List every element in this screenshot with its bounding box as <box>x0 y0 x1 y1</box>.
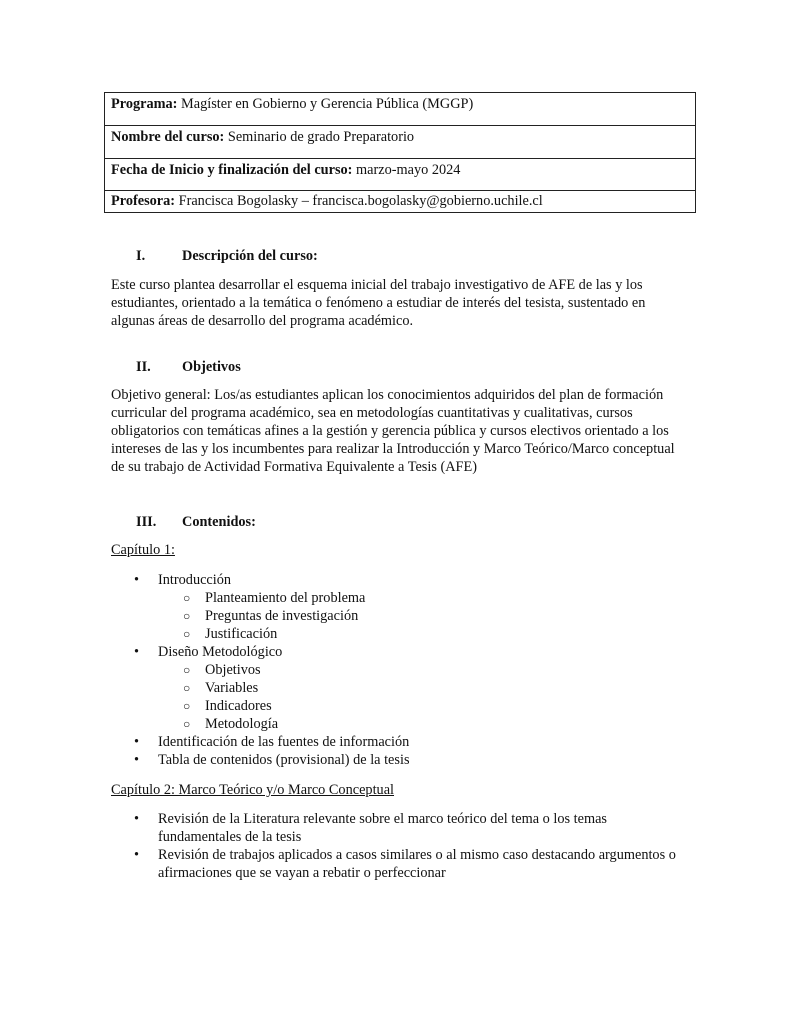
section-heading-objetivos <box>136 358 241 376</box>
programa-value: Magíster en Gobierno y Gerencia Pública (MGGP) <box>177 96 474 112</box>
fecha-label: Fecha de Inicio y finalización del curso: <box>111 162 353 178</box>
hollow-bullet-icon: ○ <box>183 681 191 695</box>
paragraph-line: Este curso plantea desarrollar el esquema inicial del trabajo investigativo de AFE de las y los <box>111 277 643 293</box>
section-number: II. <box>136 359 151 375</box>
paragraph-line: de su trabajo de Actividad Formativa Equivalente a Tesis (AFE) <box>111 459 477 475</box>
chapter-2-title: Capítulo 2: Marco Teórico y/o Marco Conceptual <box>111 782 395 798</box>
nombre-curso-value: Seminario de grado Preparatorio <box>224 129 415 145</box>
course-info-table <box>104 92 696 213</box>
paragraph-line: obligatorios con temáticas afines a la gestión y gerencia pública y cursos electivos orientado a los <box>111 423 669 439</box>
chapter-1-list <box>111 571 691 769</box>
hollow-bullet-icon: ○ <box>183 609 191 623</box>
section-heading-contenidos <box>136 513 256 531</box>
bullet-icon: • <box>134 752 140 768</box>
bullet-icon: • <box>134 734 140 750</box>
profesora-label: Profesora: <box>111 193 176 209</box>
paragraph-line: estudiantes, orientado a la temática o fenómeno a estudiar de interés del tesista, sustentado en <box>111 295 646 311</box>
descripcion-paragraph <box>111 276 691 330</box>
bullet-icon: • <box>134 644 140 660</box>
section-title: Descripción del curso: <box>182 248 318 264</box>
hollow-bullet-icon: ○ <box>183 717 191 731</box>
list-item: • Identificación de las fuentes de información <box>134 734 410 750</box>
table-row-programa <box>105 93 696 126</box>
hollow-bullet-icon: ○ <box>183 699 191 713</box>
hollow-bullet-icon: ○ <box>183 663 191 677</box>
section-number: III. <box>136 514 157 530</box>
hollow-bullet-icon: ○ <box>183 591 191 605</box>
section-heading-descripcion <box>136 247 318 265</box>
paragraph-line: algunas áreas de desarrollo del programa académico. <box>111 313 414 329</box>
programa-label: Programa: <box>111 96 178 112</box>
list-item: • Introducción <box>134 572 232 588</box>
chapter-2-list <box>111 810 691 882</box>
paragraph-line: curricular del programa académico, sea en metodologías cuantitativas y cualitativas, cursos <box>111 405 633 421</box>
list-item: • Revisión de trabajos aplicados a casos similares o al mismo caso destacando argumentos o afirmaciones que se vayan a rebatir o perfeccionar <box>134 847 676 881</box>
section-number: I. <box>136 248 146 264</box>
list-item: ○ Variables <box>183 680 259 696</box>
objetivos-paragraph <box>111 386 691 476</box>
list-item: ○ Indicadores <box>183 698 272 714</box>
table-row-profesora <box>105 191 696 213</box>
section-title: Contenidos: <box>182 514 256 530</box>
list-item: ○ Metodología <box>183 716 279 732</box>
chapter-1-title: Capítulo 1: <box>111 542 175 558</box>
list-item: • Tabla de contenidos (provisional) de la tesis <box>134 752 410 768</box>
table-row-fecha <box>105 159 696 191</box>
fecha-value: marzo-mayo 2024 <box>352 162 461 178</box>
list-item: ○ Preguntas de investigación <box>183 608 359 624</box>
paragraph-line: Objetivo general: Los/as estudiantes aplican los conocimientos adquiridos del plan de formación <box>111 387 664 403</box>
list-item: • Revisión de la Literatura relevante sobre el marco teórico del tema o los temas fundamentales de la tesis <box>134 811 607 845</box>
hollow-bullet-icon: ○ <box>183 627 191 641</box>
paragraph-line: intereses de las y los incumbentes para realizar la Introducción y Marco Teórico/Marco conceptual <box>111 441 675 457</box>
list-item: ○ Justificación <box>183 626 278 642</box>
table-row-nombre-curso <box>105 126 696 159</box>
nombre-curso-label: Nombre del curso: <box>111 129 225 145</box>
bullet-icon: • <box>134 811 140 827</box>
list-item: ○ Planteamiento del problema <box>183 590 366 606</box>
list-item: ○ Objetivos <box>183 662 261 678</box>
profesora-value: Francisca Bogolasky – francisca.bogolasky@gobierno.uchile.cl <box>175 193 543 209</box>
section-title: Objetivos <box>182 359 241 375</box>
bullet-icon: • <box>134 572 140 588</box>
bullet-icon: • <box>134 847 140 863</box>
list-item: • Diseño Metodológico <box>134 644 283 660</box>
